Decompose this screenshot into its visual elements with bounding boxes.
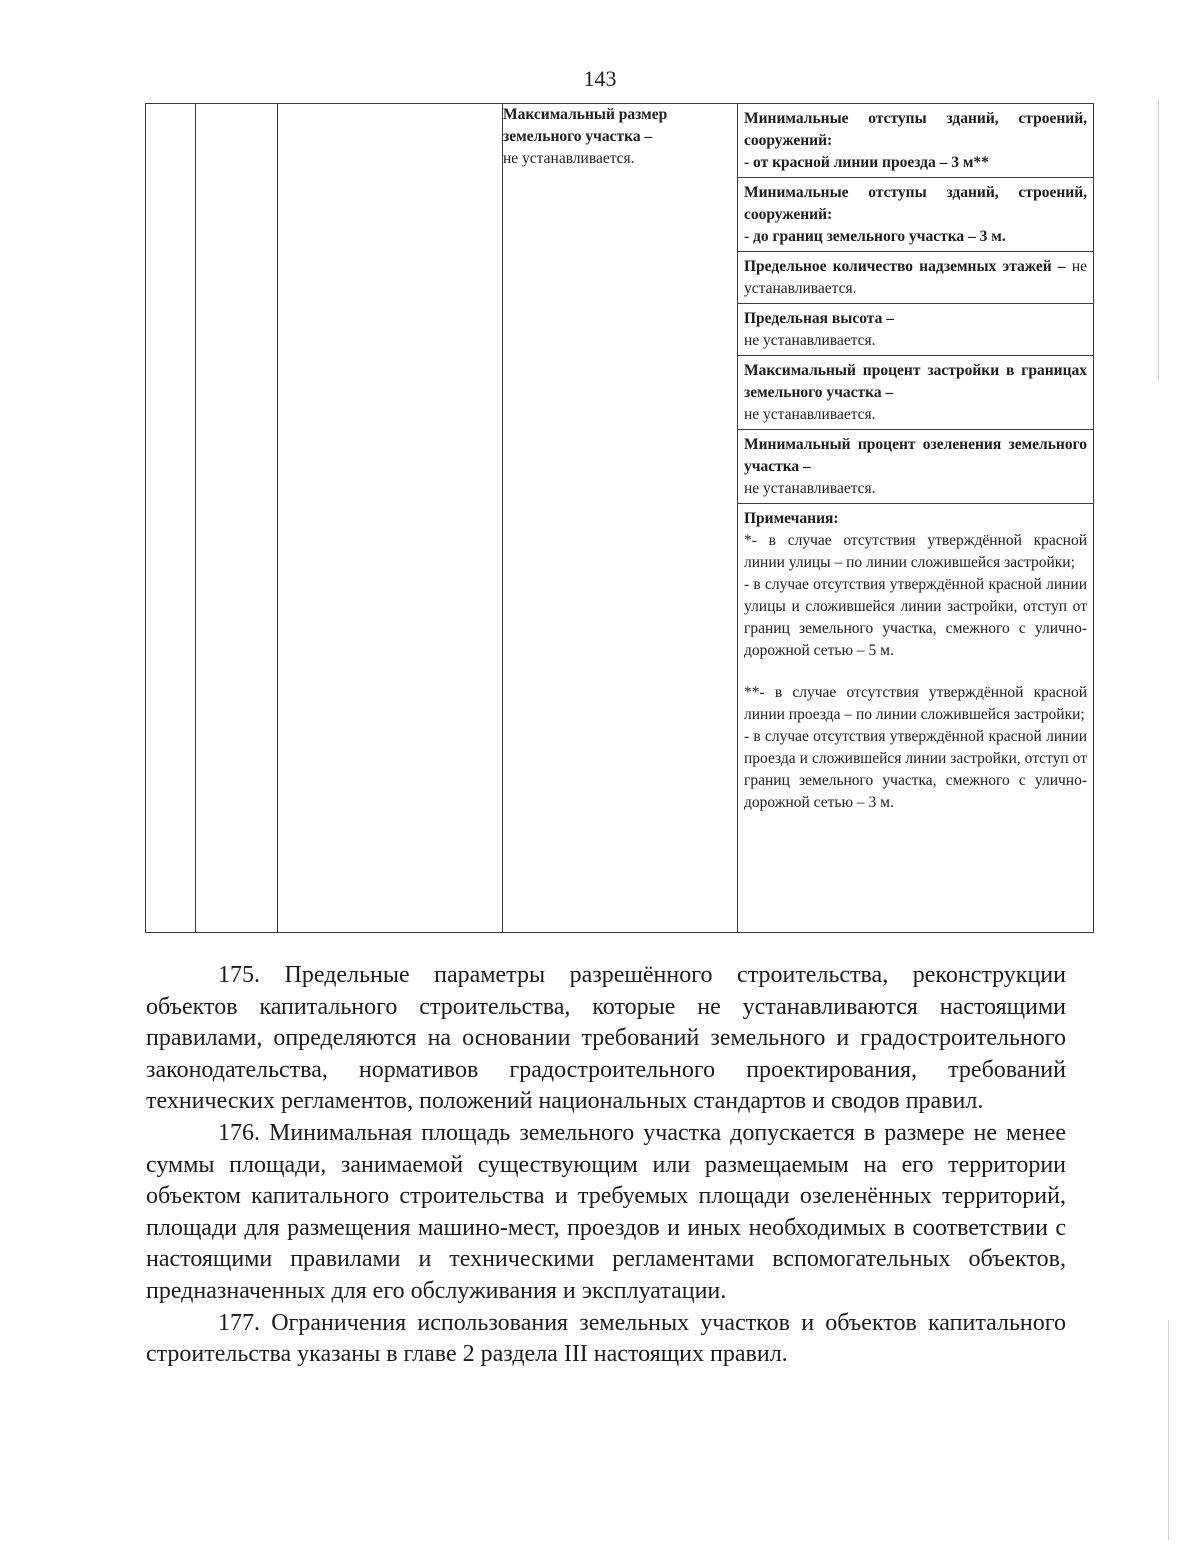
parameters-cell bbox=[738, 104, 1094, 933]
max-plot-size-cell bbox=[503, 104, 738, 933]
param-title: Минимальный процент озеленения земельного участка – bbox=[744, 436, 1087, 475]
param-block bbox=[738, 252, 1093, 304]
param-value: не устанавливается. bbox=[744, 332, 876, 349]
table-cell-empty bbox=[146, 104, 196, 933]
param-value: не устанавливается. bbox=[744, 406, 876, 423]
table-cell-empty bbox=[278, 104, 503, 933]
body-text bbox=[146, 960, 1066, 1371]
param-title: Минимальные отступы зданий, строений, сооружений: bbox=[744, 184, 1087, 223]
param-block bbox=[738, 304, 1093, 356]
param-title: Предельная высота – bbox=[744, 310, 894, 327]
max-plot-size-value: не устанавливается. bbox=[503, 150, 635, 167]
param-block bbox=[738, 430, 1093, 504]
note-item: **- в случае отсутствия утверждённой красной линии проезда – по линии сложившейся застройки; bbox=[744, 684, 1087, 723]
note-item: *- в случае отсутствия утверждённой красной линии улицы – по линии сложившейся застройки; bbox=[744, 532, 1087, 571]
param-title: Предельное количество надземных этажей – bbox=[744, 258, 1066, 275]
page-number: 143 bbox=[583, 66, 617, 91]
table-cell-empty bbox=[196, 104, 278, 933]
param-block bbox=[738, 178, 1093, 252]
param-title: Минимальные отступы зданий, строений, сооружений: bbox=[744, 110, 1087, 149]
scan-edge-mark bbox=[1168, 1320, 1169, 1540]
note-item: - в случае отсутствия утверждённой красной линии улицы и сложившейся линии застройки, отступ от границ земельного участка, смежного с улично-дорожной сетью – 5 м. bbox=[744, 576, 1087, 659]
zoning-parameters-table bbox=[145, 103, 1094, 933]
param-value: - до границ земельного участка – 3 м. bbox=[744, 228, 1006, 245]
param-block bbox=[738, 104, 1093, 178]
paragraph-176: 176. Минимальная площадь земельного участка допускается в размере не менее суммы площади, занимаемой существующим или размещаемым на его территории объектом капитального строительства и требуемых площади озеленённых территорий, площади для размещения машино-мест, проездов и иных необходимых в соответствии с настоящими правилами и техническими регламентами вспомогательных объектов, предназначенных для его обслуживания и эксплуатации. bbox=[146, 1119, 1066, 1304]
param-value: - от красной линии проезда – 3 м** bbox=[744, 154, 989, 171]
param-block bbox=[738, 356, 1093, 430]
param-title: Максимальный процент застройки в границах земельного участка – bbox=[744, 362, 1087, 401]
param-value: не устанавливается. bbox=[744, 480, 876, 497]
max-plot-size-title: Максимальный размер земельного участка – bbox=[503, 106, 668, 145]
paragraph-175: 175. Предельные параметры разрешённого строительства, реконструкции объектов капитального строительства, которые не устанавливаются настоящими правилами, определяются на основании требований земельного и градостроительного законодательства, нормативов градостроительного проектирования, требований технических регламентов, положений национальных стандартов и сводов правил. bbox=[146, 962, 1066, 1115]
scan-edge-mark bbox=[1158, 100, 1159, 380]
note-item: - в случае отсутствия утверждённой красной линии проезда и сложившейся линии застройки, отступ от границ земельного участка, смежного с улично-дорожной сетью – 3 м. bbox=[744, 728, 1087, 811]
paragraph-177: 177. Ограничения использования земельных участков и объектов капитального строительства указаны в главе 2 раздела III настоящих правил. bbox=[146, 1309, 1066, 1368]
param-value: не устанавливается. bbox=[744, 258, 1088, 297]
notes-block bbox=[738, 504, 1093, 817]
notes-title: Примечания: bbox=[744, 510, 839, 527]
